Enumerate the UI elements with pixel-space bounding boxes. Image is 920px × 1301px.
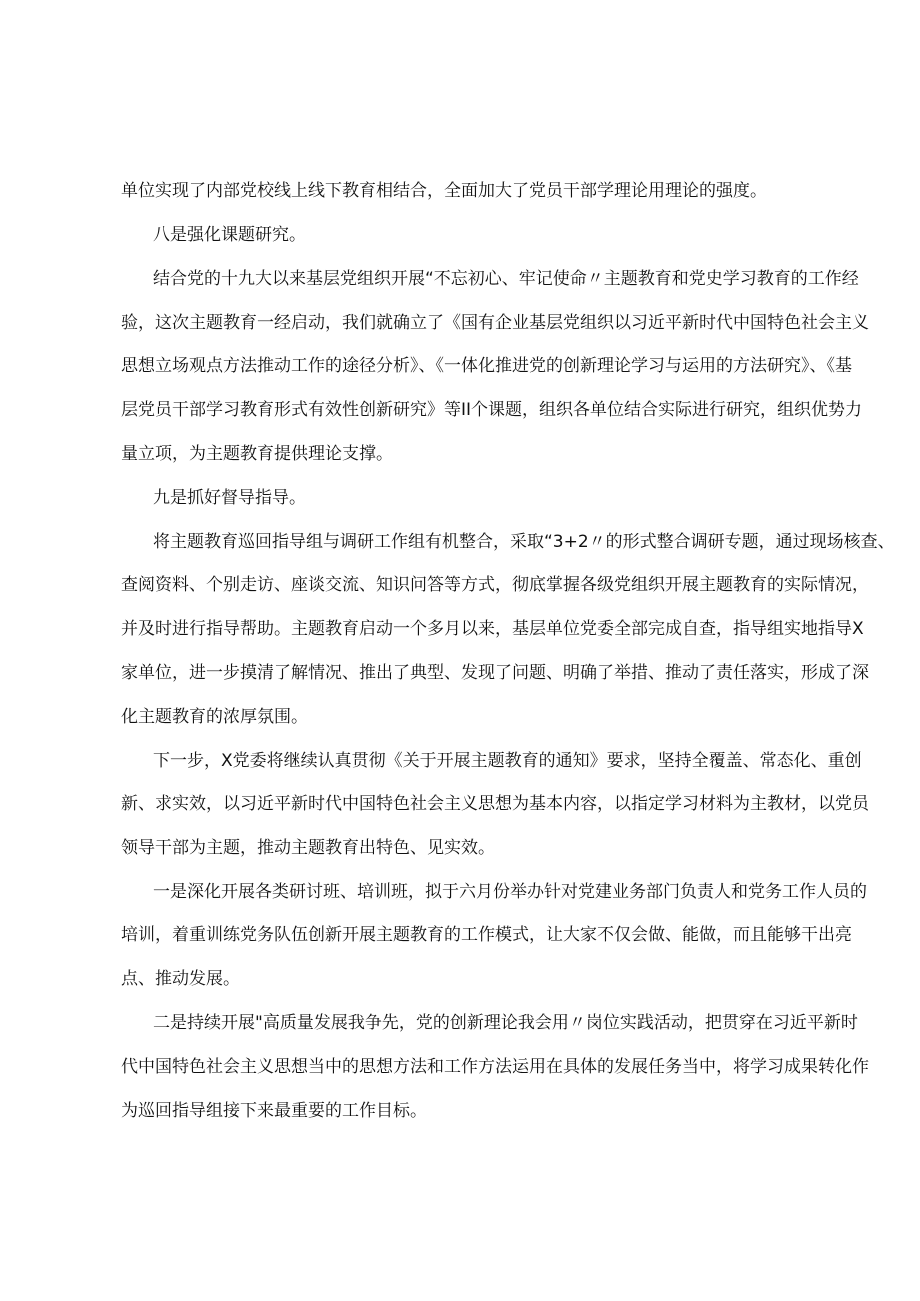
text-line: 一是深化开展各类研讨班、培训班，拟于六月份举办针对党建业务部门负责人和党务工作人员的 — [153, 882, 867, 902]
text-line: 并及时进行指导帮助。主题教育启动一个多月以来，基层单位党委全部完成自查，指导组实地指导X — [121, 619, 864, 639]
text-line: 查阅资料、个别走访、座谈交流、知识问答等方式，彻底掌握各级党组织开展主题教育的实际情况， — [121, 575, 869, 595]
text-line: 新、求实效，以习近平新时代中国特色社会主义思想为基本内容，以指定学习材料为主教材，以党员 — [121, 794, 869, 814]
text-line: 单位实现了内部党校线上线下教育相结合，全面加大了党员干部学理论用理论的强度。 — [121, 181, 767, 201]
text-line: 化主题教育的浓厚氛围。 — [121, 707, 308, 727]
text-line: 为巡回指导组接下来最重要的工作目标。 — [121, 1101, 427, 1121]
text-line: 思想立场观点方法推动工作的途径分析》、《一体化推进党的创新理论学习与运用的方法研究》、《基 — [121, 356, 852, 376]
text-line: 点、推动发展。 — [121, 969, 240, 989]
text-line: 层党员干部学习教育形式有效性创新研究》等II个课题，组织各单位结合实际进行研究，组织优势力 — [121, 400, 863, 420]
section-heading: 九是抓好督导指导。 — [153, 488, 306, 508]
text-line: 下一步，X党委将继续认真贯彻《关于开展主题教育的通知》要求，坚持全覆盖、常态化、重创 — [153, 751, 862, 771]
text-line: 量立项，为主题教育提供理论支撑。 — [121, 444, 393, 464]
text-line: 培训，着重训练党务队伍创新开展主题教育的工作模式，让大家不仅会做、能做，而且能够干出亮 — [121, 925, 852, 945]
text-line: 家单位，进一步摸清了解情况、推出了典型、发现了问题、明确了举措、推动了责任落实，形成了深 — [121, 663, 869, 683]
text-line: 将主题教育巡回指导组与调研工作组有机整合，采取“3+2〃的形式整合调研专题，通过现场核查、 — [153, 532, 895, 552]
text-line: 代中国特色社会主义思想当中的思想方法和工作方法运用在具体的发展任务当中，将学习成果转化作 — [121, 1057, 869, 1077]
text-line: 领导干部为主题，推动主题教育出特色、见实效。 — [121, 838, 495, 858]
text-line: 验，这次主题教育一经启动，我们就确立了《国有企业基层党组织以习近平新时代中国特色社会主义 — [121, 313, 869, 333]
text-line: 结合党的十九大以来基层党组织开展“不忘初心、牢记使命〃主题教育和党史学习教育的工作经 — [153, 269, 859, 289]
section-heading: 八是强化课题研究。 — [153, 225, 306, 245]
text-line: 二是持续开展"高质量发展我争先，党的创新理论我会用〃岗位实践活动，把贯穿在习近平新时 — [153, 1013, 858, 1033]
